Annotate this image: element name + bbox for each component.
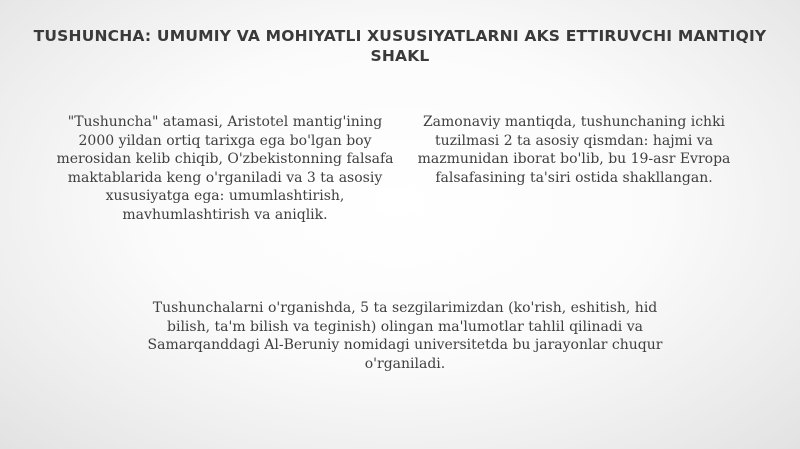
paragraph-left: "Tushuncha" atamasi, Aristotel mantig'ining 2000 yildan ortiq tarixga ega bo'lgan boy merosidan kelib chiqib, O'zbekistonning falsafa maktablarida keng o'rganiladi va 3 ta asosiy xususiyatga ega: umumlashtirish, mavhumlashtirish va aniqlik. [56, 114, 394, 223]
paragraph-right: Zamonaviy mantiqda, tushunchaning ichki tuzilmasi 2 ta asosiy qismdan: hajmi va mazmunidan iborat bo'lib, bu 19-asr Evropa falsafasining ta'siri ostida shakllangan. [417, 114, 731, 186]
slide-title: TUSHUNCHA: UMUMIY VA MOHIYATLI XUSUSIYATLARNI AKS ETTIRUVCHI MANTIQIY SHAKL [33, 27, 767, 65]
paragraph-bottom: Tushunchalarni o'rganishda, 5 ta sezgilarimizdan (ko'rish, eshitish, hid bilish, ta'm bilish va teginish) olingan ma'lumotlar tahlil qilinadi va Samarqanddagi Al-Beruniy nomidagi universitetda bu jarayonlar chuqur o'rganiladi. [147, 300, 663, 372]
